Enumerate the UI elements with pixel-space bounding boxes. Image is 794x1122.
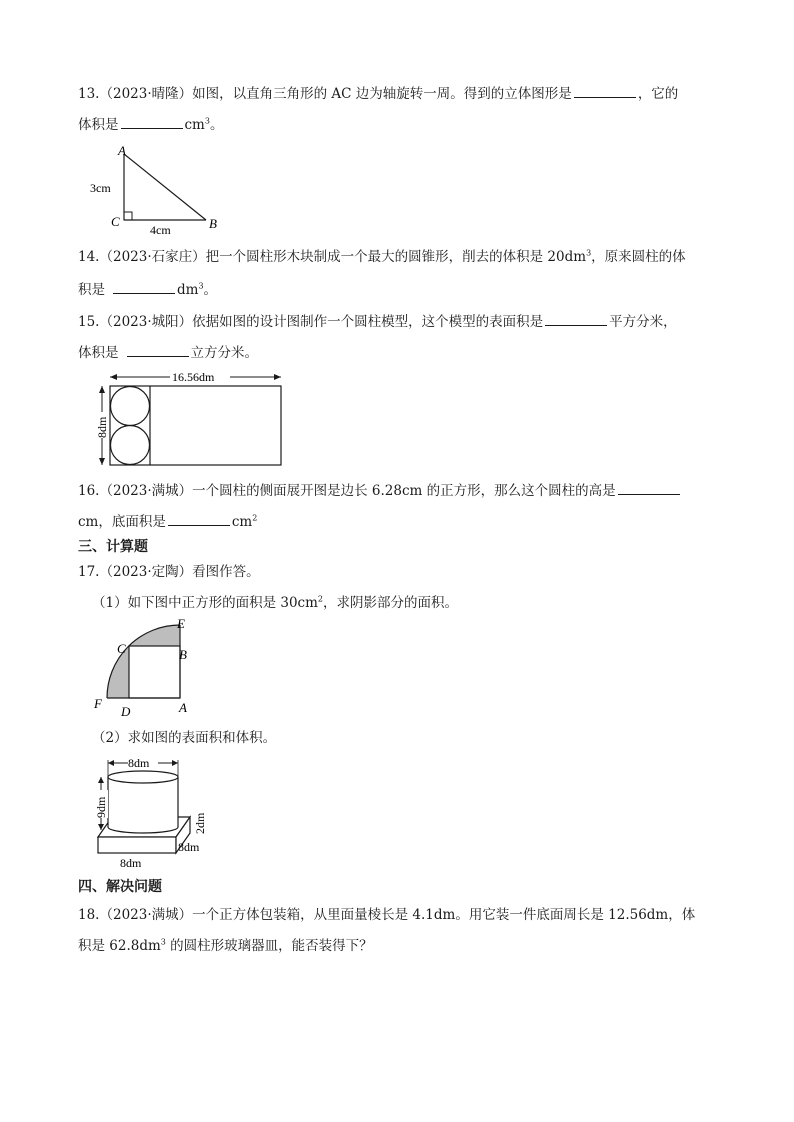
q17-part1-exp: 2 (317, 594, 324, 604)
q13-text-a: 如图，以直角三角形的 AC 边为轴旋转一周。得到的立体图形是 (192, 86, 572, 102)
q17-top-arrow-right (172, 760, 178, 766)
q17-label-c: C (117, 641, 126, 656)
q18-exp: 3 (160, 937, 166, 947)
q16-answer-blank-2[interactable] (168, 511, 230, 526)
q17-bottom-label: 8dm (120, 856, 142, 870)
q17-top-arrow-left (108, 760, 114, 766)
q17-cylinder-body (108, 777, 178, 833)
q15-side-label: 8dm (95, 416, 109, 438)
q14-unit-exp: 3 (198, 281, 204, 291)
q13-text-b: ，它的 (637, 86, 679, 102)
q14-end: 。 (203, 282, 218, 298)
q15-bottom-base-circle (111, 426, 150, 465)
q17-shaded-region-top (129, 625, 180, 646)
q13-edge-ab (124, 154, 206, 220)
q17-source: （2023·定陶） (99, 564, 193, 580)
section-3-title: 三、计算题 (78, 539, 148, 555)
q13-answer-blank-2[interactable] (121, 114, 183, 129)
q18-text-b: 积是 62.8dm (78, 938, 161, 954)
q17-depth-label: 8dm (178, 840, 200, 854)
q13-label-3cm: 3cm (90, 181, 111, 195)
q14-unit: dm (177, 282, 199, 298)
q15-text-a: 依据如图的设计图制作一个圆柱模型，这个模型的表面积是 (192, 314, 544, 330)
q16-text-a: 一个圆柱的侧面展开图是边长 6.28cm 的正方形，那么这个圆柱的高是 (192, 483, 616, 499)
q16-unit: cm (231, 514, 253, 530)
q17-block-front-face (98, 837, 176, 853)
q13-text-c: 体积是 (78, 117, 119, 133)
q15-design-figure (90, 368, 290, 470)
q13-unit: cm (184, 117, 205, 133)
q18-line-2 (78, 937, 373, 955)
q14-line-1 (78, 248, 686, 266)
q13-label-b: B (209, 216, 217, 231)
q17-quarter-circle-figure (90, 618, 200, 718)
q14-answer-blank[interactable] (113, 279, 175, 294)
q13-end: 。 (209, 117, 224, 133)
q17-square (129, 646, 180, 698)
q18-text-c: 的圆柱形玻璃器皿，能否装得下？ (165, 938, 373, 954)
section-4-title: 四、解决问题 (78, 879, 162, 895)
q15-top-arrow-right (274, 374, 281, 380)
q18-number: 18. (78, 907, 100, 923)
q16-number: 16. (78, 483, 100, 499)
q17-label-e: E (177, 618, 185, 631)
q15-top-label: 16.56dm (172, 370, 215, 384)
q13-line-2 (78, 114, 223, 134)
q14-line-2 (78, 279, 217, 299)
q13-label-4cm: 4cm (150, 223, 171, 237)
q18-line-1 (78, 906, 695, 924)
q16-source: （2023·满城） (99, 483, 193, 499)
q17-text: 看图作答。 (192, 564, 260, 580)
q15-top-arrow-left (110, 374, 117, 380)
q18-source: （2023·满城） (99, 907, 193, 923)
q14-source: （2023·石家庄） (99, 249, 206, 265)
q15-number: 15. (78, 314, 100, 330)
q14-text-b: ，原来圆柱的体 (591, 249, 686, 265)
q14-number: 14. (78, 249, 100, 265)
q13-triangle-figure (88, 142, 223, 237)
q13-number: 13. (78, 86, 100, 102)
q15-text-d: 立方分米。 (190, 345, 258, 361)
q17-part2-line (92, 729, 276, 747)
q16-unit-exp: 2 (252, 513, 258, 523)
q16-line-1 (78, 480, 682, 500)
q17-part1-line (92, 594, 458, 612)
q17-right-label: 2dm (193, 812, 207, 834)
q17-number: 17. (78, 564, 100, 580)
q15-text-c: 体积是 (78, 345, 119, 361)
q15-text-b: 平方分米， (609, 314, 677, 330)
q15-source: （2023·城阳） (99, 314, 193, 330)
q15-top-base-circle (111, 387, 150, 426)
q17-left-label: 9dm (94, 796, 108, 818)
q16-answer-blank-1[interactable] (618, 480, 680, 495)
q15-answer-blank-1[interactable] (545, 311, 607, 326)
q14-text-a: 把一个圆柱形木块制成一个最大的圆锥形，削去的体积是 20dm (205, 249, 587, 265)
q16-text-b: cm，底面积是 (78, 514, 166, 530)
q15-line-2 (78, 342, 258, 362)
q13-line-1 (78, 83, 678, 103)
q13-right-angle-mark (124, 212, 132, 220)
q16-line-2 (78, 511, 257, 531)
q15-side-arrow-bottom (99, 458, 105, 465)
q13-answer-blank-1[interactable] (574, 83, 636, 98)
q14-exp-a: 3 (586, 248, 592, 258)
q13-source: （2023·晴隆） (99, 86, 193, 102)
q15-lateral-rectangle (110, 386, 281, 465)
q18-text-a: 一个正方体包装箱，从里面量棱长是 4.1dm。用它装一件底面周长是 12.56dm，体 (192, 907, 696, 923)
q17-part1-text-a: （1）如下图中正方形的面积是 30cm (92, 595, 318, 611)
q13-label-a: A (118, 143, 126, 158)
q17-part1-text-b: ，求阴影部分的面积。 (323, 595, 459, 611)
q13-label-c: C (111, 214, 120, 229)
q15-side-arrow-top (99, 386, 105, 393)
q17-line-1 (78, 563, 260, 581)
q17-label-b: B (179, 647, 187, 662)
q13-unit-exp: 3 (204, 116, 210, 126)
q17-label-d: D (121, 704, 131, 718)
q17-left-arrow-top (98, 777, 104, 783)
q14-text-c: 积是 (78, 282, 105, 298)
q17-cylinder-on-block-figure (90, 752, 215, 870)
q15-answer-blank-2[interactable] (127, 342, 189, 357)
q17-label-f: F (94, 696, 102, 711)
q17-part2-text: （2）求如图的表面积和体积。 (92, 730, 277, 746)
q17-cylinder-top-ellipse (108, 771, 178, 783)
q17-top-label: 8dm (128, 756, 150, 770)
q15-line-1 (78, 311, 677, 331)
q17-label-a: A (179, 700, 187, 715)
